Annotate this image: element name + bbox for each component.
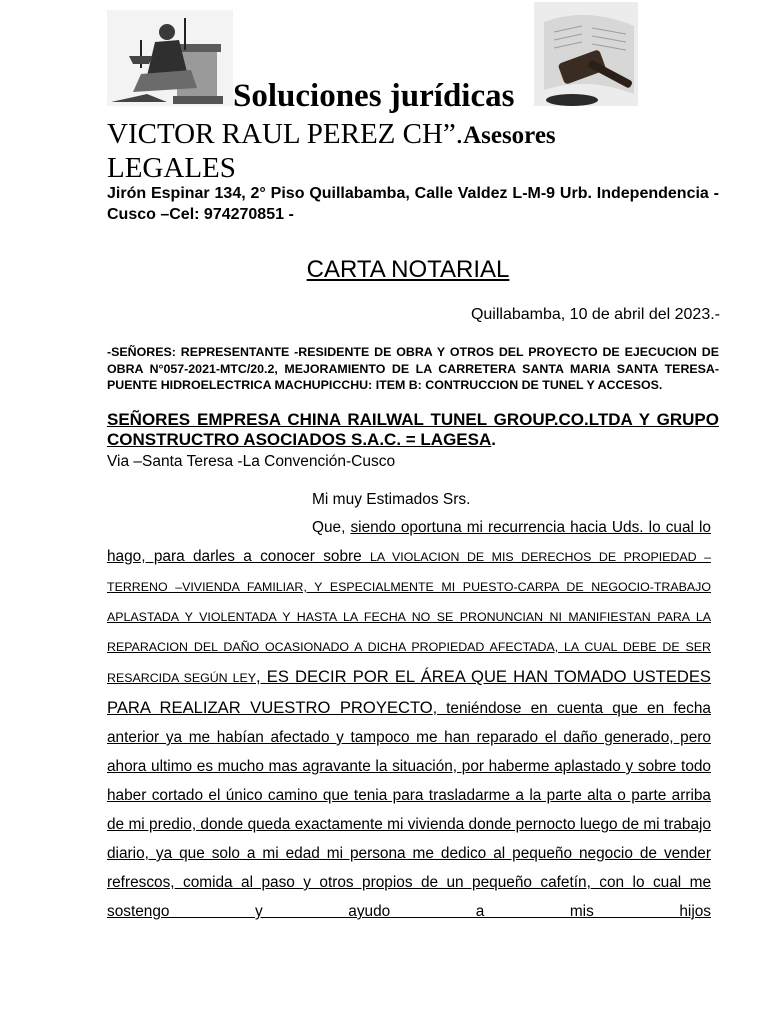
letter-body	[107, 513, 711, 926]
companies-block	[107, 410, 719, 450]
firm-address: Jirón Espinar 134, 2° Piso Quillabamba, Calle Valdez L-M-9 Urb. Independencia -Cusco –Cel: 974270851 -	[107, 185, 719, 223]
greeting: Mi muy Estimados Srs.	[312, 491, 471, 508]
document-title: CARTA NOTARIAL	[306, 256, 510, 283]
recipient-location: Via –Santa Teresa -La Convención-Cusco	[107, 453, 396, 470]
companies-end: .	[491, 430, 496, 449]
letter-date: Quillabamba, 10 de abril del 2023.-	[470, 306, 720, 323]
companies-names: SEÑORES EMPRESA CHINA RAILWAL TUNEL GROUP.CO.LTDA Y GRUPO CONSTRUCTRO ASOCIADOS S.A.C. = LAGESA	[107, 410, 719, 449]
body-part-3: , ES DECIR POR EL ÁREA QUE HAN TOMADO USTEDES PARA REALIZAR VUESTRO PROYECTO	[107, 667, 712, 717]
body-part-4: , teniéndose en cuenta que en fecha anterior ya me habían afectado y tampoco me han reparado el daño generado, pero ahora ultimo es mucho mas agravante la situación, por haberme aplastado y sobre todo haber cortado el único camino que tenia para trasladarme a la parte alta o parte arriba de mi predio, donde queda exactamente mi vivienda donde pernocto luego de mi trabajo diario, ya que solo a mi edad mi persona me dedico al pequeño negocio de vender refrescos, comida al paso y otros propios de un pequeño cafetín, con lo cual me sostengo y ayudo a mis hijos	[107, 700, 711, 920]
body-lead: Que,	[312, 519, 351, 536]
body-part-1: siendo oportuna mi recurrencia hacia Uds. lo cual lo hago, para darles a conocer sobre	[107, 519, 711, 565]
gavel-book-icon	[534, 2, 638, 106]
firm-name-line2: LEGALES	[107, 152, 236, 184]
body-part-2: LA VIOLACION DE MIS DERECHOS DE PROPIEDAD –TERRENO –VIVIENDA FAMILIAR, Y ESPECIALMENTE MI PUESTO-CARPA DE NEGOCIO-TRABAJO APLASTADA Y VIOLENTADA Y HASTA LA FECHA NO SE PRONUNCIAN NI MANIFIESTAN PARA LA REPARACION DEL DAÑO OCASIONADO A DICHA PROPIEDAD AFECTADA, LA CUAL DEBE DE SER RESARCIDA SEGÚN LEY	[107, 550, 711, 685]
brand-title: Soluciones jurídicas	[233, 78, 515, 114]
recipients-block: -SEÑORES: REPRESENTANTE -RESIDENTE DE OBRA Y OTROS DEL PROYECTO DE EJECUCION DE OBRA N°057-2021-MTC/20.2, MEJORAMIENTO DE LA CARRETERA SANTA MARIA SANTA TERESA-PUENTE HIDROELECTRICA MACHUPICCHU: ITEM B: CONTRUCCION DE TUNEL Y ACCESOS.	[107, 345, 719, 392]
firm-name	[107, 118, 727, 184]
justice-statue-icon	[107, 10, 233, 106]
firm-name-main: VICTOR RAUL PEREZ CH”.	[107, 118, 464, 150]
firm-name-suffix: Asesores	[463, 122, 556, 149]
